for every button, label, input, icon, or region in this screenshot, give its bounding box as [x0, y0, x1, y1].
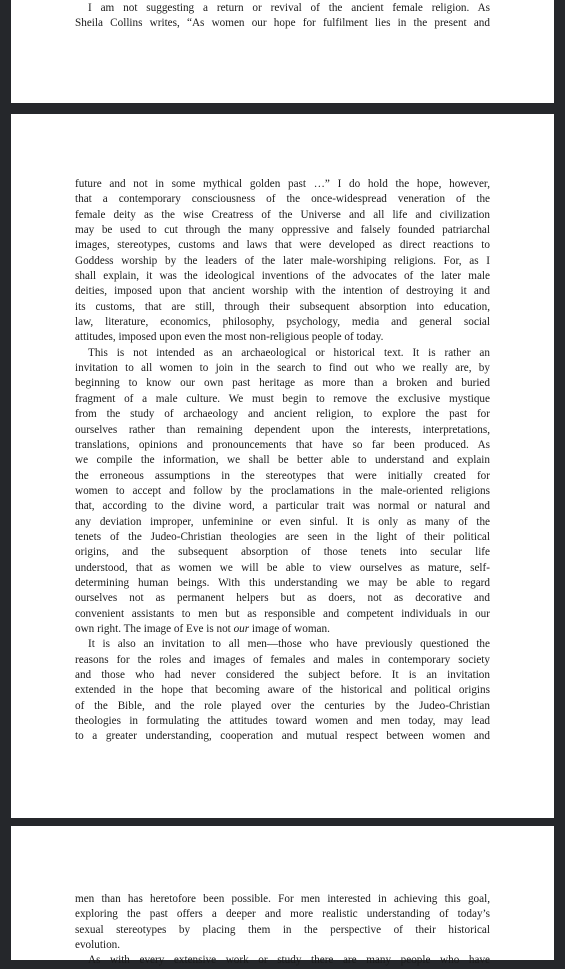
page-2	[11, 114, 554, 818]
text-line: invitation to all women to join in the search to find out who we really are, by	[75, 362, 490, 375]
text-line: ourselves rather than remaining dependent upon the interests, interpretations,	[75, 423, 490, 436]
text-run: own right. The image of Eve is not	[75, 622, 234, 635]
paragraph-2	[75, 346, 490, 638]
text-line: future and not in some mythical golden past …” I do hold the hope, however,	[75, 178, 490, 190]
text-line: extended in the hope that becoming aware of the historical and political origins	[75, 684, 490, 697]
text-line: we compile the information, we shall be better able to understand and explain	[75, 454, 490, 467]
text-line: ourselves not as permanent helpers but as doers, not as decorative and	[75, 592, 490, 605]
text-line: translations, opinions and pronouncements that have so far been produced. As	[75, 438, 490, 451]
page-3-text	[75, 892, 490, 969]
text-run: image of woman.	[249, 622, 330, 635]
text-line: that a contemporary consciousness of the once-widespread veneration of the	[75, 193, 490, 206]
text-line: This is not intended as an archaeological or historical text. It is rather an	[88, 346, 490, 359]
text-line: from the study of archaeology and ancient religion, to explore the past for	[75, 408, 490, 421]
text-line: exploring the past offers a deeper and more realistic understanding of today’s	[75, 908, 490, 921]
paragraph	[75, 892, 490, 953]
text-line: determining human beings. With this understanding we may be able to regard	[75, 576, 490, 589]
paragraph	[75, 1, 490, 32]
paragraph-1	[75, 177, 490, 346]
text-line: tenets of the Judeo-Christian theologies are seen in the light of their political	[75, 530, 490, 543]
text-line: It is also an invitation to all men—those who have previously questioned the	[88, 638, 490, 651]
text-line: women to accept and follow by the proclamations in the male-oriented religions	[75, 484, 490, 497]
text-line: attitudes, imposed upon even the most non-religious people of today.	[75, 331, 384, 344]
text-line: Sheila Collins writes, “As women our hope for fulfilment lies in the present and	[75, 17, 490, 30]
text-line: origins, and the subsequent absorption of those tenets into secular life	[75, 546, 490, 559]
text-line: any deviation improper, unfeminine or even sinful. It is only as many of the	[75, 515, 490, 528]
text-line: evolution.	[75, 939, 121, 952]
text-line: beginning to know our own past heritage as more than a broken and buried	[75, 377, 490, 390]
text-line: its customs, that are still, through their subsequent absorption into education,	[75, 300, 490, 313]
text-line: reasons for the roles and images of females and males in contemporary society	[75, 653, 490, 666]
text-line: Goddess worship by the leaders of the later male-worshiping religions. For, as I	[75, 254, 490, 267]
page-3	[11, 826, 554, 967]
text-line: that, according to the divine word, a particular trait was normal or natural and	[75, 500, 490, 513]
text-line: may be used to cut through the many oppressive and falsely founded patriarchal	[75, 224, 490, 237]
paragraph-3	[75, 637, 490, 744]
emphasis-text: our	[233, 622, 250, 635]
text-line: to a greater understanding, cooperation and mutual respect between women and	[75, 730, 490, 743]
text-line: female deity as the wise Creatress of the Universe and all life and civilization	[75, 208, 490, 221]
text-line	[75, 622, 490, 637]
text-line: of the Bible, and the role played over the centuries by the Judeo-Christian	[75, 699, 490, 712]
text-line: deities, imposed upon that ancient worship with the intention of destroying it and	[75, 285, 490, 298]
text-line: sexual stereotypes by placing them in the perspective of their historical	[75, 923, 490, 936]
text-line: convenient assistants to men but as responsible and competent individuals in our	[75, 607, 490, 620]
page-1	[11, 0, 554, 103]
text-line: I am not suggesting a return or revival of the ancient female religion. As	[88, 2, 490, 14]
text-line: law, literature, economics, philosophy, psychology, media and general social	[75, 316, 490, 329]
text-line: fragment of a male culture. We must begin to remove the exclusive mystique	[75, 392, 490, 405]
text-line: As with every extensive work or study there are many people who have	[88, 954, 490, 967]
text-line: shall explain, it was the ideological inventions of the advocates of the later male	[75, 270, 490, 283]
text-line: images, stereotypes, customs and laws that were developed as direct reactions to	[75, 239, 490, 252]
text-line: the erroneous assumptions in the stereotypes that were initially created for	[75, 469, 490, 482]
page-2-text	[75, 177, 490, 745]
page-1-text	[75, 1, 490, 32]
text-line: men than has heretofore been possible. For men interested in achieving this goal,	[75, 893, 490, 905]
text-line: theologies in formulating the attitudes toward women and men today, may lead	[75, 715, 490, 728]
text-line: and those who had never considered the subject before. It is an invitation	[75, 669, 490, 681]
paragraph	[75, 953, 490, 968]
text-line: understood, that as women we will be able to view ourselves as mature, self-	[75, 561, 490, 574]
